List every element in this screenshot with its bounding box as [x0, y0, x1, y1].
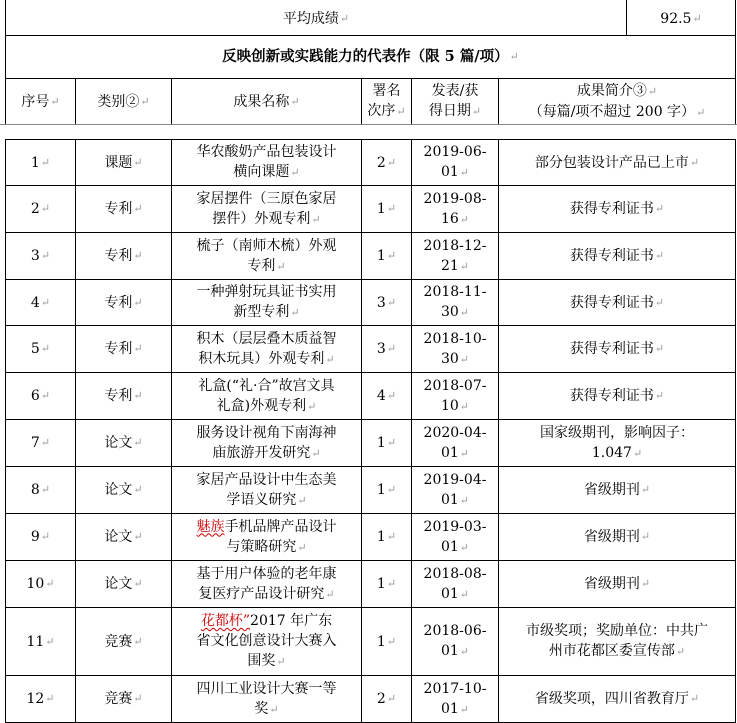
row-index: 4 ↵ [30, 294, 51, 311]
row-date: 2019-08- 16↵ [423, 190, 487, 227]
section-title: 反映创新或实践能力的代表作（限 5 篇/项） ↵ [222, 48, 519, 65]
row-name: 梳子（南师木梳）外观 专利↵ [196, 237, 337, 274]
row-category: 论文 ↵ [104, 576, 143, 592]
row-category: 课题 ↵ [104, 154, 143, 171]
row-introduction: 获得专利证书 ↵ [569, 341, 665, 357]
row-index: 1 ↵ [30, 154, 51, 171]
header-category: 类别② ↵ [97, 93, 150, 110]
row-introduction: 省级期刊 ↵ [583, 482, 651, 498]
row-date: 2018-12- 21↵ [423, 237, 487, 274]
row-index: 2 ↵ [30, 201, 51, 217]
average-score-value: 92.5 ↵ [660, 10, 702, 27]
row-date: 2018-08- 01↵ [423, 565, 487, 602]
row-category: 论文 ↵ [104, 482, 143, 498]
row-date: 2017-10- 01↵ [423, 680, 487, 717]
row-name: 魅族手机品牌产品设计 与策略研究↵ [196, 518, 337, 555]
row-date: 2018-06- 01↵ [423, 623, 487, 659]
spellcheck-underline: 魅族 [196, 518, 225, 535]
row-name: 家居产品设计中生态美 学语义研究↵ [196, 471, 337, 508]
row-index: 11 ↵ [26, 633, 55, 650]
row-author-order: 1 ↵ [376, 529, 397, 545]
header-date: 发表/获 得日期↵ [428, 83, 482, 119]
row-name: 家居摆件（三原色家居 摆件）外观专利↵ [196, 190, 337, 227]
row-introduction: 国家级期刊，影响因子： 1.047↵ [540, 424, 694, 461]
row-date: 2018-11- 30↵ [423, 284, 487, 320]
row-index: 12 ↵ [26, 691, 55, 707]
row-name: 华农酸奶产品包装设计 横向课题↵ [196, 144, 337, 180]
row-author-order: 1 ↵ [376, 482, 397, 498]
row-index: 8 ↵ [30, 482, 51, 498]
row-category: 竞赛 ↵ [104, 691, 143, 707]
row-category: 竞赛 ↵ [104, 633, 143, 650]
row-author-order: 1 ↵ [376, 201, 397, 217]
row-author-order: 1 ↵ [376, 576, 397, 592]
row-category: 专利 ↵ [104, 201, 143, 217]
row-index: 9 ↵ [30, 529, 51, 545]
row-introduction: 省级期刊 ↵ [583, 576, 651, 592]
row-name: 一种弹射玩具证书实用 新型专利↵ [196, 284, 337, 320]
header-index: 序号 ↵ [21, 93, 60, 110]
row-category: 专利 ↵ [104, 388, 143, 404]
row-author-order: 1 ↵ [376, 435, 397, 451]
spellcheck-underline: 花都杯” [200, 613, 251, 629]
row-category: 专利 ↵ [104, 341, 143, 357]
row-date: 2020-04- 01↵ [423, 424, 487, 461]
row-author-order: 2 ↵ [376, 154, 397, 171]
row-category: 论文 ↵ [104, 435, 143, 451]
row-index: 5 ↵ [30, 341, 51, 357]
row-author-order: 3 ↵ [376, 341, 397, 357]
row-introduction: 市级奖项；奖励单位：中共广 州市花都区委宣传部↵ [526, 623, 708, 659]
row-introduction: 省级奖项，四川省教育厅 ↵ [534, 691, 700, 707]
header-achievement-name: 成果名称 ↵ [233, 93, 300, 110]
row-date: 2019-04- 01↵ [423, 471, 487, 508]
row-name: 积木（层层叠木质益智 积木玩具）外观专利↵ [196, 330, 337, 367]
row-name: 四川工业设计大赛一等 奖↵ [196, 680, 337, 717]
row-category: 专利 ↵ [104, 248, 143, 264]
row-index: 3 ↵ [30, 248, 51, 264]
row-introduction: 获得专利证书 ↵ [569, 248, 665, 264]
row-introduction: 部分包装设计产品已上市 ↵ [534, 154, 700, 171]
row-name: 花都杯”2017 年广东 省文化创意设计大赛入 围奖↵ [196, 613, 337, 669]
header-author-order: 署名 次序↵ [367, 83, 406, 119]
row-author-order: 1 ↵ [376, 633, 397, 650]
row-date: 2019-03- 01↵ [423, 518, 487, 555]
row-name: 基于用户体验的老年康 复医疗产品设计研究↵ [196, 565, 337, 602]
row-author-order: 3 ↵ [376, 294, 397, 311]
row-date: 2018-07- 10↵ [423, 377, 487, 414]
row-author-order: 2 ↵ [376, 691, 397, 707]
row-date: 2019-06- 01↵ [423, 144, 487, 180]
row-index: 6 ↵ [30, 388, 51, 404]
average-score-label: 平均成绩 ↵ [282, 10, 350, 27]
row-index: 7 ↵ [30, 435, 51, 451]
row-introduction: 获得专利证书 ↵ [569, 201, 665, 217]
row-author-order: 4 ↵ [376, 388, 397, 404]
row-name: 礼盒(“礼·合”故宫文具 礼盒)外观专利↵ [198, 377, 335, 414]
row-introduction: 省级期刊 ↵ [583, 529, 651, 545]
row-date: 2018-10- 30↵ [423, 330, 487, 367]
row-category: 专利 ↵ [104, 294, 143, 311]
row-introduction: 获得专利证书 ↵ [569, 294, 665, 311]
row-author-order: 1 ↵ [376, 248, 397, 264]
row-introduction: 获得专利证书 ↵ [569, 388, 665, 404]
row-category: 论文 ↵ [104, 529, 143, 545]
row-index: 10 ↵ [26, 576, 55, 592]
header-introduction: 成果简介③↵ （每篇/项不超过 200 字）↵ [528, 82, 706, 120]
row-name: 服务设计视角下南海神 庙旅游开发研究↵ [196, 424, 337, 461]
